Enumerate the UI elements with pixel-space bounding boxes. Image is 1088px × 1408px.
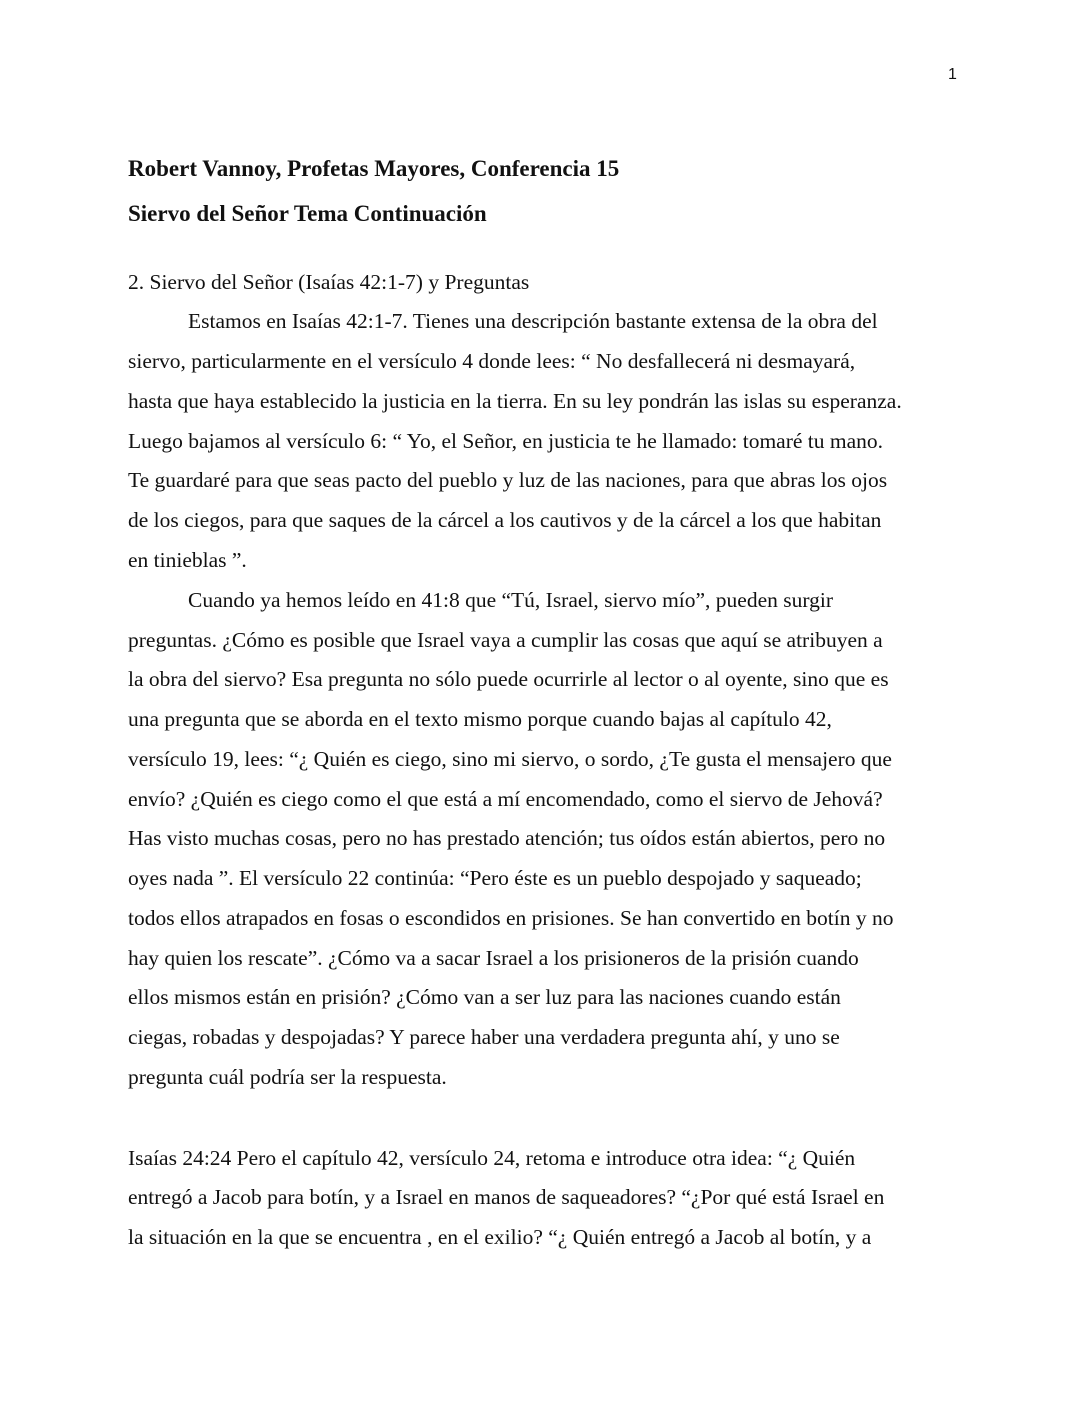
paragraph-1-line: siervo, particularmente en el versículo 4 donde lees: “ No desfallecerá ni desmayará, [128, 349, 856, 373]
paragraph-2-line: oyes nada ”. El versículo 22 continúa: “Pero éste es un pueblo despojado y saqueado; [128, 866, 862, 890]
paragraph-1-line: de los ciegos, para que saques de la cárcel a los cautivos y de la cárcel a los que habitan [128, 508, 882, 532]
paragraph-1-line: Te guardaré para que seas pacto del pueblo y luz de las naciones, para que abras los ojos [128, 468, 888, 492]
paragraph-1-line: Luego bajamos al versículo 6: “ Yo, el Señor, en justicia te he llamado: tomaré tu mano. [128, 429, 884, 453]
paragraph-2-line: Cuando ya hemos leído en 41:8 que “Tú, Israel, siervo mío”, pueden surgir [188, 588, 834, 612]
paragraph-2-line: pregunta cuál podría ser la respuesta. [128, 1065, 447, 1089]
paragraph-2-line: Has visto muchas cosas, pero no has prestado atención; tus oídos están abiertos, pero no [128, 826, 886, 850]
paragraph-2-line: ellos mismos están en prisión? ¿Cómo van a ser luz para las naciones cuando están [128, 985, 841, 1009]
paragraph-1-line: hasta que haya establecido la justicia en la tierra. En su ley pondrán las islas su esperanza. [128, 389, 902, 413]
page-number: 1 [948, 66, 957, 83]
paragraph-2-line: la obra del siervo? Esa pregunta no sólo puede ocurrirle al lector o al oyente, sino que es [128, 667, 889, 691]
paragraph-1-line: Estamos en Isaías 42:1-7. Tienes una descripción bastante extensa de la obra del [188, 309, 878, 333]
paragraph-2-line: envío? ¿Quién es ciego como el que está a mí encomendado, como el siervo de Jehová? [128, 787, 883, 811]
paragraph-2-line: todos ellos atrapados en fosas o escondidos en prisiones. Se han convertido en botín y no [128, 906, 894, 930]
paragraph-2-line: hay quien los rescate”. ¿Cómo va a sacar Israel a los prisioneros de la prisión cuando [128, 946, 859, 970]
paragraph-3-line: entregó a Jacob para botín, y a Israel en manos de saqueadores? “¿Por qué está Israel en [128, 1185, 885, 1209]
paragraph-2-line: preguntas. ¿Cómo es posible que Israel vaya a cumplir las cosas que aquí se atribuyen a [128, 628, 883, 652]
document-title: Robert Vannoy, Profetas Mayores, Conferencia 15 [128, 156, 620, 181]
document-subtitle: Siervo del Señor Tema Continuación [128, 201, 487, 226]
paragraph-2-line: una pregunta que se aborda en el texto mismo porque cuando bajas al capítulo 42, [128, 707, 832, 731]
paragraph-3-line: Isaías 24:24 Pero el capítulo 42, versículo 24, retoma e introduce otra idea: “¿ Quién [128, 1146, 856, 1170]
section-heading: 2. Siervo del Señor (Isaías 42:1-7) y Preguntas [128, 270, 530, 294]
paragraph-2-line: versículo 19, lees: “¿ Quién es ciego, sino mi siervo, o sordo, ¿Te gusta el mensajero que [128, 747, 892, 771]
paragraph-2-line: ciegas, robadas y despojadas? Y parece haber una verdadera pregunta ahí, y uno se [128, 1025, 840, 1049]
paragraph-1-line: en tinieblas ”. [128, 548, 247, 572]
paragraph-3-line: la situación en la que se encuentra , en el exilio? “¿ Quién entregó a Jacob al botín, y a [128, 1225, 872, 1249]
